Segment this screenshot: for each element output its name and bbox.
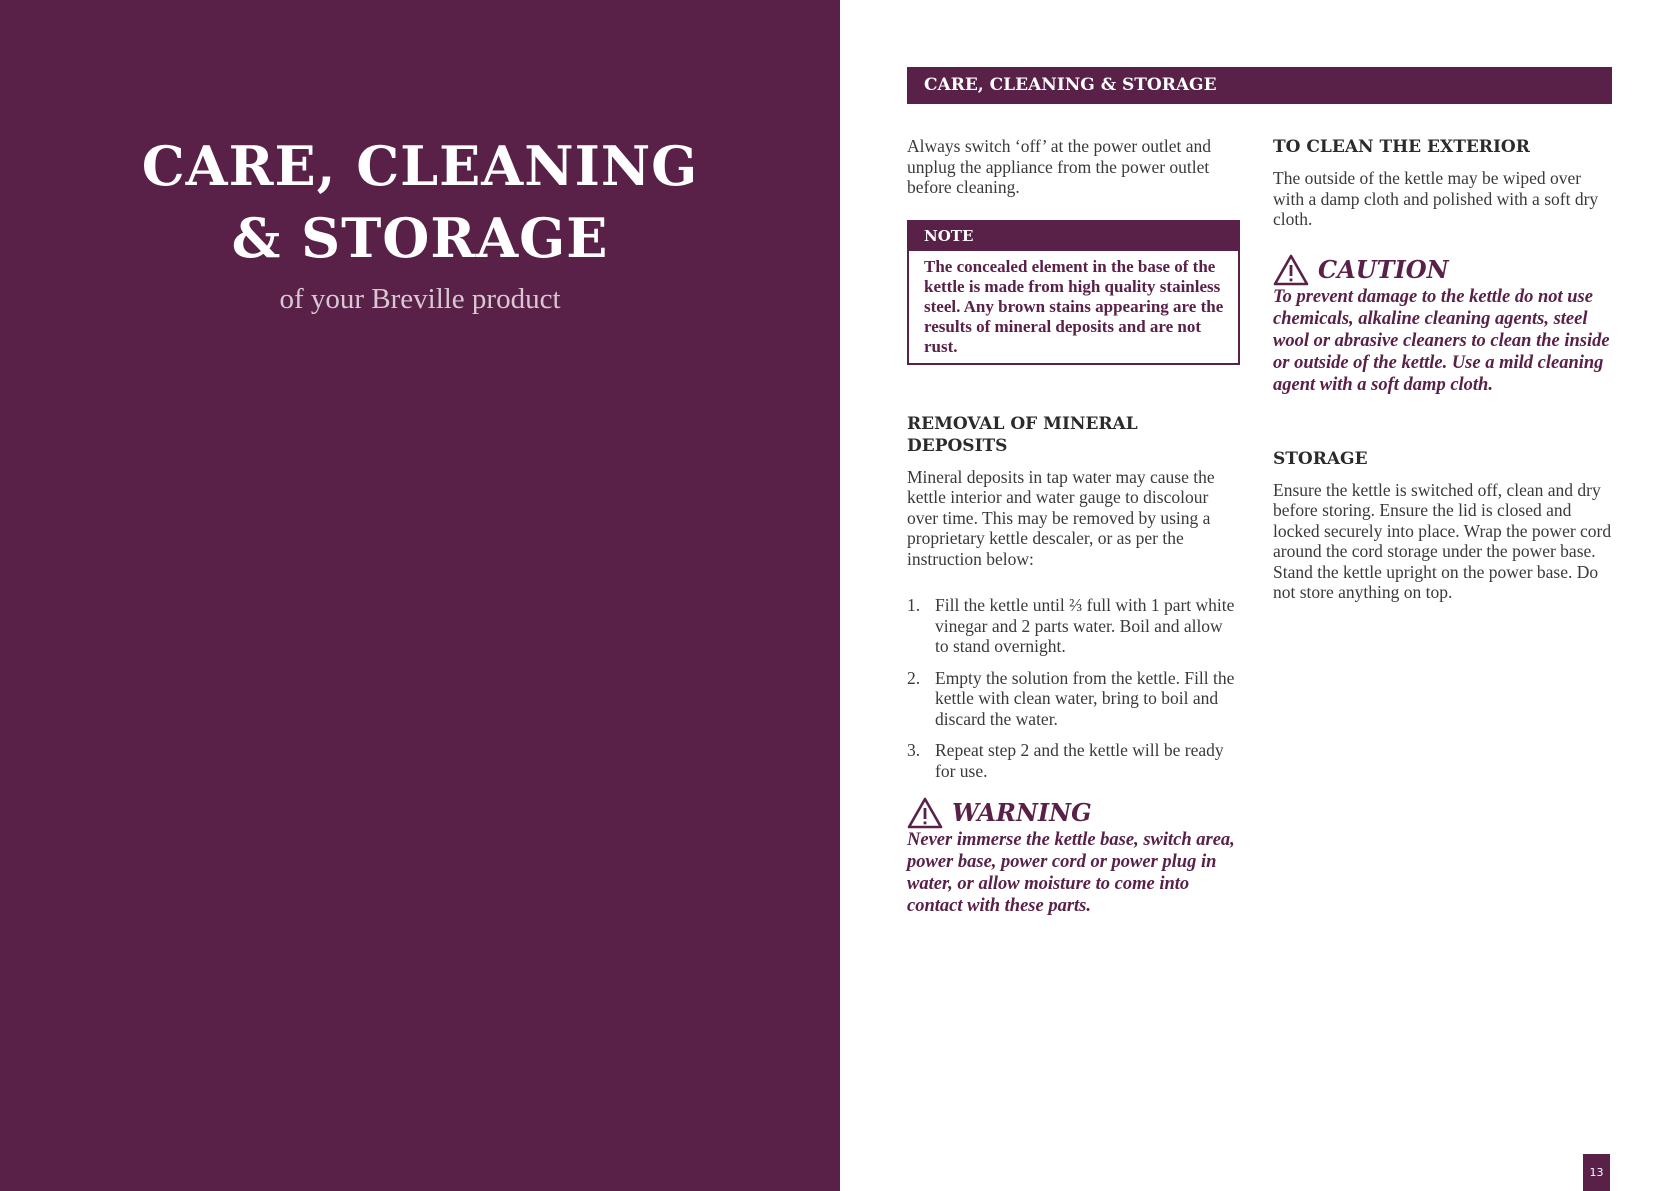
list-item (907, 740, 1240, 781)
note-body: The concealed element in the base of the kettle is made from high quality stainless steel. Any brown stains appearing are the results of mineral deposits and are not rust. (924, 256, 1224, 356)
cover-title-line-1: CARE, CLEANING (141, 134, 699, 198)
cover-title (0, 130, 840, 274)
step-number: 1. (907, 595, 921, 615)
list-item (907, 595, 1240, 657)
caution-body: To prevent damage to the kettle do not use chemicals, alkaline cleaning agents, steel wool or abrasive cleaners to clean the inside or outside of the kettle. Use a mild cleaning agent with a soft damp cloth. (1273, 286, 1610, 395)
warning-triangle-icon (1273, 254, 1309, 286)
caution-heading-row (1273, 254, 1613, 286)
warning-body: Never immerse the kettle base, switch area, power base, power cord or power plug in water, or allow moisture to come into contact with these parts. (907, 830, 1235, 916)
cover-subtitle: of your Breville product (279, 283, 561, 315)
intro-paragraph: Always switch ‘off’ at the power outlet and unplug the appliance from the power outlet before cleaning. (907, 136, 1212, 197)
warning-block (907, 797, 1240, 917)
page-number: 13 (1583, 1154, 1610, 1191)
step-number: 3. (907, 740, 921, 760)
mineral-deposits-paragraph: Mineral deposits in tap water may cause the kettle interior and water gauge to discolour over time. This may be removed by using a proprietary kettle descaler, or as per the instruction below: (907, 466, 1215, 569)
step-number: 2. (907, 667, 921, 688)
exterior-heading: TO CLEAN THE EXTERIOR (1273, 137, 1530, 157)
step-text: Repeat step 2 and the kettle will be ready for use. (935, 740, 1224, 781)
left-column (907, 136, 1240, 917)
exterior-paragraph: The outside of the kettle may be wiped over with a damp cloth and polished with a soft dry cloth. (1273, 168, 1599, 229)
descaling-steps-list (907, 595, 1240, 781)
step-text: Fill the kettle until ⅔ full with 1 part white vinegar and 2 parts water. Boil and allow to stand overnight. (935, 595, 1235, 656)
storage-heading: STORAGE (1273, 448, 1368, 469)
warning-heading: WARNING (952, 798, 1092, 827)
storage-paragraph: Ensure the kettle is switched off, clean and dry before storing. Ensure the lid is closed and locked securely into place. Wrap the power cord around the cord storage under the power base. Stand the kettle upright on the power base. Do not store anything on top. (1273, 479, 1612, 602)
step-text: Empty the solution from the kettle. Fill the kettle with clean water, bring to boil and discard the water. (935, 667, 1235, 729)
warning-heading-row (907, 797, 1240, 829)
right-column (1273, 136, 1613, 603)
caution-block (1273, 254, 1613, 396)
mineral-deposits-heading: REMOVAL OF MINERAL DEPOSITS (907, 413, 1138, 456)
cover-title-line-2: & STORAGE (231, 206, 609, 270)
caution-heading: CAUTION (1318, 254, 1449, 284)
content-page (840, 0, 1679, 1191)
section-header-bar: CARE, CLEANING & STORAGE (907, 67, 1612, 104)
note-heading: NOTE (909, 222, 1238, 251)
warning-triangle-icon (907, 797, 943, 829)
list-item (907, 668, 1240, 730)
note-box (907, 220, 1240, 365)
